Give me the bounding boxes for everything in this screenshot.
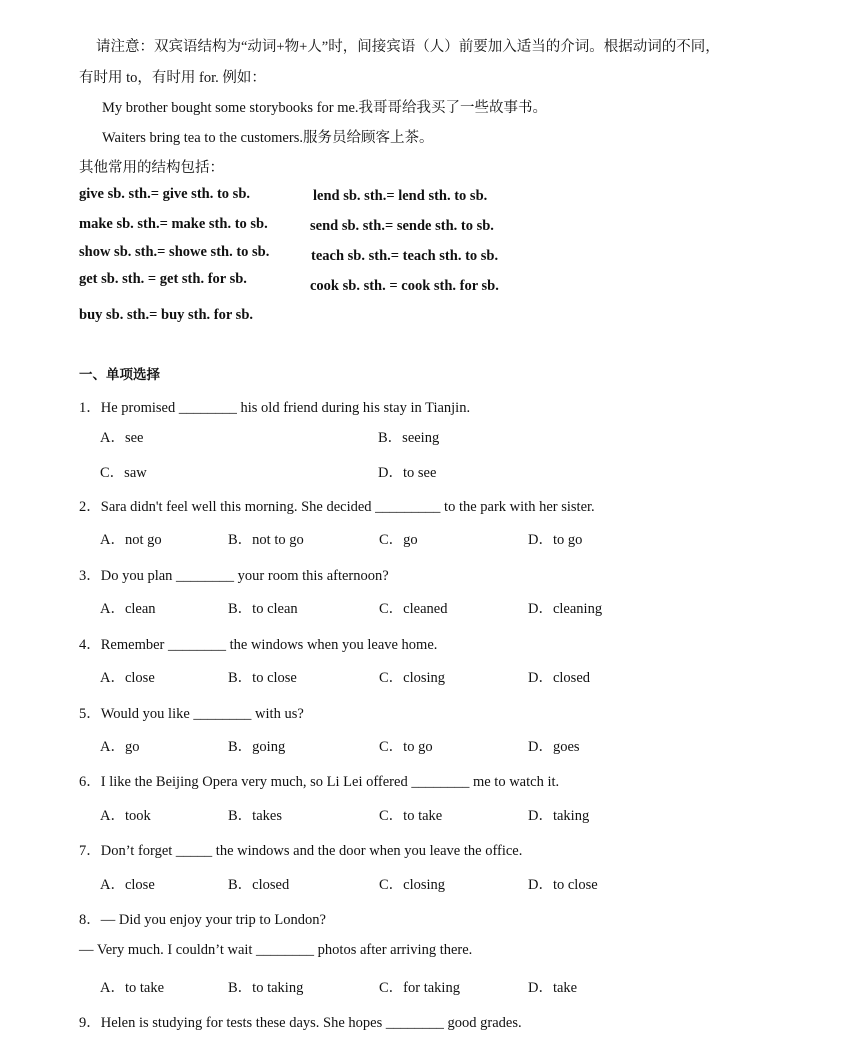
q2-option-b: B．not to go (228, 532, 304, 548)
q8-option-d: D．take (528, 980, 578, 996)
q2-option-d: D．to go (528, 532, 583, 548)
q1-option-c: C．saw (100, 465, 147, 481)
question-5-stem: 5．Would you like ________ with us? (79, 706, 304, 722)
question-7-stem: 7．Don’t forget _____ the windows and the door when you leave the office. (79, 843, 523, 859)
question-8-stem: 8．— Did you enjoy your trip to London? (79, 912, 326, 928)
q1-option-a: A．see (100, 430, 144, 446)
q6-option-b: B．takes (228, 808, 282, 824)
structure-give: give sb. sth.= give sth. to sb. (79, 186, 251, 202)
q5-option-b: B．going (228, 739, 286, 755)
q6-option-d: D．taking (528, 808, 590, 824)
q8-option-b: B．to taking (228, 980, 304, 996)
q6-option-a: A．took (100, 808, 151, 824)
q7-option-a: A．close (100, 877, 155, 893)
q2-option-a: A．not go (100, 532, 162, 548)
structure-lend: lend sb. sth.= lend sth. to sb. (313, 188, 488, 204)
structure-get: get sb. sth. = get sth. for sb. (79, 271, 247, 287)
q7-option-b: B．closed (228, 877, 290, 893)
q3-option-c: C．cleaned (379, 601, 448, 617)
q7-option-d: D．to close (528, 877, 598, 893)
question-4-stem: 4．Remember ________ the windows when you leave home. (79, 637, 438, 653)
q4-option-c: C．closing (379, 670, 446, 686)
section-title: 一、单项选择 (79, 367, 160, 383)
q3-option-b: B．to clean (228, 601, 298, 617)
structure-send: send sb. sth.= sende sth. to sb. (310, 218, 494, 234)
q8-option-a: A．to take (100, 980, 165, 996)
intro-note-continued: 有时用 to，有时用 for. 例如： (79, 70, 266, 86)
question-9-stem: 9．Helen is studying for tests these days. She hopes ________ good grades. (79, 1015, 522, 1031)
q8-option-c: C．for taking (379, 980, 460, 996)
q6-option-c: C．to take (379, 808, 443, 824)
question-3-stem: 3．Do you plan ________ your room this afternoon? (79, 568, 389, 584)
q7-option-c: C．closing (379, 877, 446, 893)
q3-option-a: A．clean (100, 601, 156, 617)
question-6-stem: 6．I like the Beijing Opera very much, so Li Lei offered ________ me to watch it. (79, 774, 560, 790)
structure-make: make sb. sth.= make sth. to sb. (79, 216, 268, 232)
question-1-stem: 1．He promised ________ his old friend during his stay in Tianjin. (79, 400, 471, 416)
q4-option-a: A．close (100, 670, 155, 686)
q1-option-b: B．seeing (378, 430, 440, 446)
structure-cook: cook sb. sth. = cook sth. for sb. (310, 278, 499, 294)
question-8-reply: — Very much. I couldn’t wait ________ photos after arriving there. (79, 942, 473, 958)
structure-show: show sb. sth.= showe sth. to sb. (79, 244, 270, 260)
q4-option-d: D．closed (528, 670, 591, 686)
q2-option-c: C．go (379, 532, 418, 548)
intro-note: 请注意：双宾语结构为“动词+物+人”时，间接宾语（人）前要加入适当的介词。根据动词的不同， (96, 39, 720, 55)
q4-option-b: B．to close (228, 670, 297, 686)
other-structures-heading: 其他常用的结构包括： (79, 160, 224, 176)
example-sentence-2: Waiters bring tea to the customers.服务员给顾客上茶。 (102, 130, 434, 146)
question-2-stem: 2．Sara didn't feel well this morning. She decided _________ to the park with her sister. (79, 499, 595, 515)
q3-option-d: D．cleaning (528, 601, 603, 617)
q5-option-d: D．goes (528, 739, 580, 755)
q1-option-d: D．to see (378, 465, 437, 481)
q5-option-c: C．to go (379, 739, 433, 755)
q5-option-a: A．go (100, 739, 140, 755)
example-sentence-1: My brother bought some storybooks for me.我哥哥给我买了一些故事书。 (102, 100, 548, 116)
structure-buy: buy sb. sth.= buy sth. for sb. (79, 307, 254, 323)
structure-teach: teach sb. sth.= teach sth. to sb. (311, 248, 499, 264)
